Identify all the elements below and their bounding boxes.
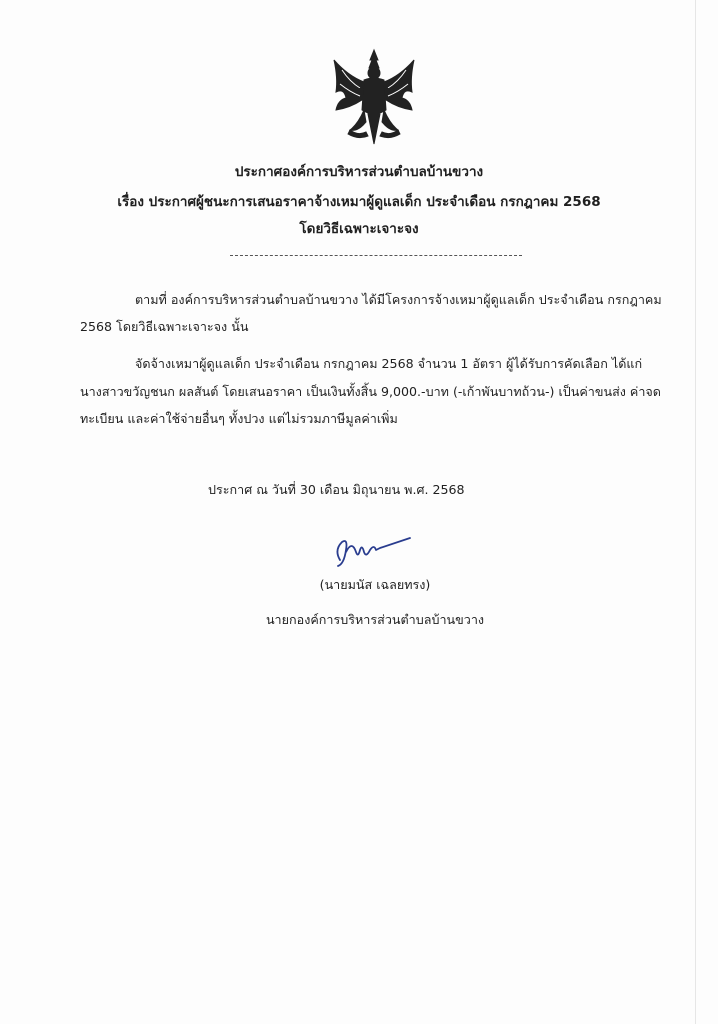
- announcement-title: ประกาศองค์การบริหารส่วนตำบลบ้านขวาง: [234, 164, 484, 180]
- announcement-subject: เรื่อง ประกาศผู้ชนะการเสนอราคาจ้างเหมาผู้ดูแลเด็ก ประจำเดือน กรกฎาคม 2568: [117, 194, 601, 210]
- signer-name: (นายมนัส เฉลยทรง): [319, 577, 431, 592]
- announce-date: ประกาศ ณ วันที่ 30 เดือน มิถุนายน พ.ศ. 2568: [208, 482, 465, 497]
- paragraph2-line2: นางสาวขวัญชนก ผลสันต์ โดยเสนอราคา เป็นเงินทั้งสิ้น 9,000.-บาท (-เก้าพันบาทถ้วน-) เป็นค่าขนส่ง ค่าจด: [80, 384, 661, 399]
- announcement-method: โดยวิธีเฉพาะเจาะจง: [299, 221, 419, 237]
- handwritten-signature: [330, 530, 420, 570]
- header-divider: [230, 255, 522, 256]
- paragraph1-line1: ตามที่ องค์การบริหารส่วนตำบลบ้านขวาง ได้มีโครงการจ้างเหมาผู้ดูแลเด็ก ประจำเดือน กรกฎาคม: [135, 292, 662, 307]
- paragraph2-line1: จัดจ้างเหมาผู้ดูแลเด็ก ประจำเดือน กรกฎาคม 2568 จำนวน 1 อัตรา ผู้ได้รับการคัดเลือก ได้แก่: [135, 356, 643, 371]
- paragraph1-line2: 2568 โดยวิธีเฉพาะเจาะจง นั้น: [80, 319, 249, 334]
- paragraph2-line3: ทะเบียน และค่าใช้จ่ายอื่นๆ ทั้งปวง แต่ไม่รวมภาษีมูลค่าเพิ่ม: [80, 411, 398, 426]
- garuda-emblem-icon: [328, 48, 420, 148]
- signer-title: นายกองค์การบริหารส่วนตำบลบ้านขวาง: [265, 612, 485, 627]
